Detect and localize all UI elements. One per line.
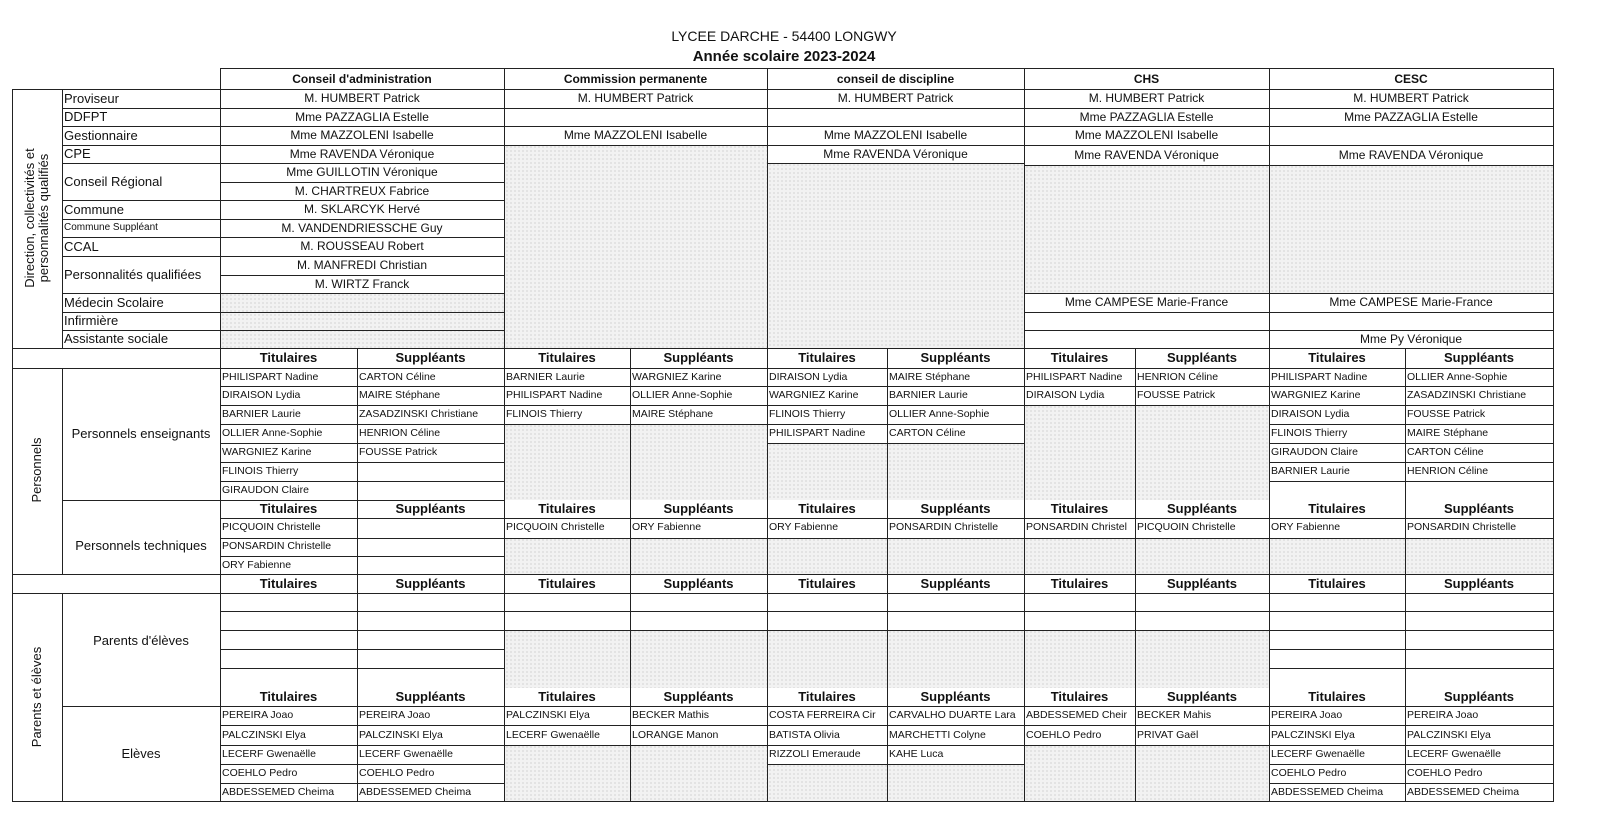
suppleant-name: CARTON Céline <box>1407 446 1484 458</box>
titulaire-name: PHILISPART Nadine <box>222 371 319 383</box>
role-label: Médecin Scolaire <box>64 295 164 310</box>
member-name: Mme MAZZOLENI Isabelle <box>563 128 708 142</box>
member-name: M. WIRTZ Franck <box>314 277 410 291</box>
titulaire-name: FLINOIS Thierry <box>1271 427 1348 439</box>
suppleant-name: FOUSSE Patrick <box>359 446 438 458</box>
row-divider <box>504 424 768 425</box>
suppleant-name: FOUSSE Patrick <box>1407 408 1486 420</box>
suppleant-name: COEHLO Pedro <box>1407 767 1483 779</box>
shaded-empty-cell <box>1025 630 1269 688</box>
suppleant-name: LECERF Gwenaëlle <box>359 748 453 760</box>
document-title: LYCEE DARCHE - 54400 LONGWY <box>671 28 897 44</box>
shaded-empty-cell <box>1025 538 1269 574</box>
shaded-empty-cell <box>768 538 1024 574</box>
section-label-direction: Direction, collectivités et personnalités qualifiés <box>22 148 51 288</box>
suppleant-name: ABDESSEMED Cheima <box>359 786 472 798</box>
row-divider <box>504 630 768 631</box>
shaded-empty-cell <box>505 630 767 688</box>
row-divider <box>220 481 505 482</box>
titulaire-name: PHILISPART Nadine <box>769 427 866 439</box>
role-label: DDFPT <box>64 109 108 124</box>
titulaires-header: Titulaires <box>1050 689 1109 704</box>
titulaires-header: Titulaires <box>1050 501 1109 516</box>
suppleants-header: Suppléants <box>395 501 466 516</box>
member-name: M. MANFREDI Christian <box>296 258 427 272</box>
row-divider <box>1024 330 1270 331</box>
role-label: CPE <box>64 146 91 161</box>
shaded-empty-cell <box>505 424 767 500</box>
titulaire-name: DIRAISON Lydia <box>1271 408 1350 420</box>
titulaires-header: Titulaires <box>259 501 318 516</box>
row-divider <box>12 801 1554 802</box>
titulaire-name: COSTA FERREIRA Cir <box>769 709 876 721</box>
suppleants-header: Suppléants <box>395 689 466 704</box>
suppleant-name: PRIVAT Gaël <box>1137 729 1199 741</box>
suppleant-name: ABDESSEMED Cheima <box>1407 786 1520 798</box>
suppleants-header: Suppléants <box>395 350 466 365</box>
suppleant-name: MAIRE Stéphane <box>1407 427 1489 439</box>
titulaire-name: BARNIER Laurie <box>1271 465 1350 477</box>
column-header: CHS <box>1133 72 1160 86</box>
shaded-empty-cell <box>221 293 504 348</box>
titulaires-header: Titulaires <box>259 689 318 704</box>
suppleant-name: BECKER Mahis <box>1137 709 1212 721</box>
titulaires-header: Titulaires <box>259 350 318 365</box>
row-divider <box>1269 481 1554 482</box>
suppleant-name: MAIRE Stéphane <box>632 408 714 420</box>
role-label: Conseil Régional <box>64 174 163 189</box>
row-divider <box>1024 312 1270 313</box>
titulaires-header: Titulaires <box>1308 501 1366 516</box>
row-divider <box>12 574 1554 575</box>
suppleant-name: CARVALHO DUARTE Lara <box>889 709 1016 721</box>
titulaires-header: Titulaires <box>798 689 856 704</box>
row-divider <box>220 500 505 501</box>
suppleants-header: Suppléants <box>920 689 991 704</box>
row-divider <box>220 649 505 650</box>
titulaire-name: PHILISPART Nadine <box>506 389 603 401</box>
member-name: Mme MAZZOLENI Isabelle <box>823 128 968 142</box>
column-header: CESC <box>1394 72 1428 86</box>
row-divider <box>767 163 1025 164</box>
row-divider <box>220 330 505 331</box>
row-divider <box>220 405 505 406</box>
member-name: Mme CAMPESE Marie-France <box>1329 295 1493 309</box>
column-divider <box>1553 68 1554 802</box>
member-name: Mme MAZZOLENI Isabelle <box>1074 128 1219 142</box>
role-label: Proviseur <box>64 91 119 106</box>
titulaire-name: WARGNIEZ Karine <box>222 446 312 458</box>
titulaire-name: COEHLO Pedro <box>1271 767 1347 779</box>
suppleant-name: MAIRE Stéphane <box>889 371 971 383</box>
row-divider <box>220 611 505 612</box>
suppleant-name: MAIRE Stéphane <box>359 389 441 401</box>
row-divider <box>220 424 505 425</box>
suppleants-header: Suppléants <box>1443 501 1515 516</box>
titulaires-header: Titulaires <box>538 689 596 704</box>
titulaire-name: RIZZOLI Emeraude <box>769 748 861 760</box>
titulaires-header: Titulaires <box>538 576 596 591</box>
suppleants-header: Suppléants <box>663 576 734 591</box>
row-divider <box>1024 165 1270 166</box>
column-divider <box>357 348 358 802</box>
member-name: Mme PAZZAGLIA Estelle <box>295 110 429 124</box>
shaded-empty-cell <box>505 538 767 574</box>
column-header: Commission permanente <box>563 72 708 86</box>
row-divider <box>767 611 1025 612</box>
suppleants-header: Suppléants <box>395 576 466 591</box>
shaded-empty-cell <box>1025 745 1269 801</box>
row-divider <box>220 386 505 387</box>
row-divider <box>767 538 1025 539</box>
row-divider <box>1269 630 1554 631</box>
titulaire-name: ABDESSEMED Cheima <box>1271 786 1384 798</box>
titulaire-name: FLINOIS Thierry <box>222 465 299 477</box>
group-label-parents: Parents d'élèves <box>93 633 189 648</box>
row-divider <box>767 630 1025 631</box>
titulaire-name: PALCZINSKI Elya <box>506 709 590 721</box>
member-name: M. CHARTREUX Fabrice <box>294 184 430 198</box>
member-name: Mme MAZZOLENI Isabelle <box>290 128 434 142</box>
suppleant-name: PONSARDIN Christelle <box>889 521 999 533</box>
column-divider <box>62 89 63 349</box>
titulaire-name: PALCZINSKI Elya <box>222 729 306 741</box>
role-label: Commune Suppléant <box>64 222 158 233</box>
titulaires-header: Titulaires <box>1308 350 1366 365</box>
titulaire-name: BARNIER Laurie <box>506 371 585 383</box>
group-label-techniques: Personnels techniques <box>75 538 207 553</box>
titulaire-name: PICQUOIN Christelle <box>222 521 321 533</box>
suppleants-header: Suppléants <box>663 350 734 365</box>
shaded-empty-cell <box>768 163 1024 348</box>
member-name: Mme RAVENDA Véronique <box>823 147 968 161</box>
shaded-empty-cell <box>505 745 767 801</box>
row-divider <box>1269 165 1554 166</box>
member-name: M. HUMBERT Patrick <box>304 91 420 105</box>
suppleant-name: ORY Fabienne <box>632 521 702 533</box>
role-label: Commune <box>64 202 124 217</box>
group-label-enseignants: Personnels enseignants <box>71 426 211 441</box>
member-name: Mme GUILLOTIN Véronique <box>286 165 438 179</box>
column-divider <box>1405 348 1406 802</box>
suppleant-name: BARNIER Laurie <box>889 389 968 401</box>
column-divider <box>12 89 13 802</box>
shaded-empty-cell <box>768 764 1024 801</box>
suppleant-name: PEREIRA Joao <box>359 709 431 721</box>
role-label: CCAL <box>64 239 99 254</box>
titulaires-header: Titulaires <box>798 576 856 591</box>
titulaire-name: LECERF Gwenaëlle <box>506 729 600 741</box>
suppleant-name: HENRION Céline <box>1407 465 1489 477</box>
row-divider <box>1269 126 1554 127</box>
titulaire-name: ORY Fabienne <box>769 521 839 533</box>
titulaire-name: FLINOIS Thierry <box>506 408 583 420</box>
suppleants-header: Suppléants <box>663 501 734 516</box>
suppleants-header: Suppléants <box>1443 576 1515 591</box>
member-name: Mme Py Véronique <box>1359 332 1463 346</box>
row-divider <box>1269 538 1554 539</box>
column-header: conseil de discipline <box>836 72 955 86</box>
member-name: Mme RAVENDA Véronique <box>1074 148 1219 162</box>
titulaires-header: Titulaires <box>1308 689 1366 704</box>
titulaire-name: PEREIRA Joao <box>222 709 294 721</box>
suppleant-name: PALCZINSKI Elya <box>1407 729 1491 741</box>
titulaire-name: PEREIRA Joao <box>1271 709 1343 721</box>
row-divider <box>1024 405 1270 406</box>
member-name: Mme RAVENDA Véronique <box>1338 148 1484 162</box>
member-name: M. HUMBERT Patrick <box>1088 91 1205 105</box>
suppleant-name: BECKER Mathis <box>632 709 710 721</box>
member-name: M. SKLARCYK Hervé <box>303 202 421 216</box>
suppleants-header: Suppléants <box>920 501 991 516</box>
row-divider <box>220 556 505 557</box>
titulaires-header: Titulaires <box>1050 576 1109 591</box>
titulaires-header: Titulaires <box>798 350 856 365</box>
suppleants-header: Suppléants <box>1443 689 1515 704</box>
row-divider <box>220 668 505 669</box>
section-label-personnels: Personnels <box>29 437 44 503</box>
shaded-empty-cell <box>768 630 1024 688</box>
suppleant-name: CARTON Céline <box>359 371 436 383</box>
row-divider <box>767 443 1025 444</box>
row-divider <box>504 611 768 612</box>
titulaire-name: PICQUOIN Christelle <box>506 521 605 533</box>
row-divider <box>1024 611 1270 612</box>
row-divider <box>12 593 1554 594</box>
suppleant-name: OLLIER Anne-Sophie <box>889 408 990 420</box>
titulaire-name: WARGNIEZ Karine <box>1271 389 1361 401</box>
row-divider <box>1024 630 1270 631</box>
member-name: M. HUMBERT Patrick <box>837 91 954 105</box>
suppleant-name: OLLIER Anne-Sophie <box>1407 371 1508 383</box>
column-header: Conseil d'administration <box>292 72 432 86</box>
titulaires-header: Titulaires <box>1050 350 1109 365</box>
suppleant-name: HENRION Céline <box>1137 371 1219 383</box>
suppleant-name: WARGNIEZ Karine <box>632 371 722 383</box>
suppleant-name: PEREIRA Joao <box>1407 709 1479 721</box>
titulaire-name: ABDESSEMED Cheir <box>1026 709 1127 721</box>
member-name: M. ROUSSEAU Robert <box>300 239 424 253</box>
shaded-empty-cell <box>768 443 1024 500</box>
titulaire-name: ORY Fabienne <box>222 559 292 571</box>
row-divider <box>504 108 768 109</box>
role-label: Gestionnaire <box>64 128 138 143</box>
suppleant-name: PONSARDIN Christelle <box>1407 521 1517 533</box>
row-divider <box>62 500 221 501</box>
suppleants-header: Suppléants <box>920 350 991 365</box>
titulaire-name: PONSARDIN Christelle <box>222 540 332 552</box>
row-divider <box>1024 745 1270 746</box>
school-year: Année scolaire 2023-2024 <box>692 48 876 65</box>
suppleants-header: Suppléants <box>1443 350 1515 365</box>
column-divider <box>1135 348 1136 802</box>
shaded-empty-cell <box>1025 405 1269 500</box>
suppleant-name: LECERF Gwenaëlle <box>1407 748 1501 760</box>
member-name: Mme RAVENDA Véronique <box>289 147 435 161</box>
suppleant-name: LORANGE Manon <box>632 729 719 741</box>
member-name: M. HUMBERT Patrick <box>577 91 694 105</box>
row-divider <box>504 145 768 146</box>
row-divider <box>220 68 1554 69</box>
shaded-empty-cell <box>1025 165 1269 293</box>
row-divider <box>1024 538 1270 539</box>
section-label-parents-eleves: Parents et élèves <box>29 646 44 748</box>
titulaire-name: PALCZINSKI Elya <box>1271 729 1355 741</box>
titulaire-name: DIRAISON Lydia <box>222 389 301 401</box>
suppleant-name: ZASADZINSKI Christiane <box>1407 389 1527 401</box>
suppleant-name: PICQUOIN Christelle <box>1137 521 1236 533</box>
suppleant-name: CARTON Céline <box>889 427 966 439</box>
member-name: Mme PAZZAGLIA Estelle <box>1079 110 1214 124</box>
column-divider <box>887 348 888 802</box>
titulaire-name: COEHLO Pedro <box>222 767 298 779</box>
titulaire-name: FLINOIS Thierry <box>769 408 846 420</box>
suppleant-name: OLLIER Anne-Sophie <box>632 389 733 401</box>
shaded-empty-cell <box>1270 538 1553 574</box>
titulaire-name: BATISTA Olivia <box>769 729 840 741</box>
titulaire-name: COEHLO Pedro <box>1026 729 1102 741</box>
row-divider <box>220 443 505 444</box>
member-name: M. VANDENDRIESSCHE Guy <box>281 221 443 235</box>
row-divider <box>220 630 505 631</box>
group-label-eleves: Elèves <box>121 746 161 761</box>
titulaire-name: BARNIER Laurie <box>222 408 301 420</box>
suppleants-header: Suppléants <box>1166 501 1238 516</box>
titulaire-name: ORY Fabienne <box>1271 521 1341 533</box>
suppleants-header: Suppléants <box>1166 689 1238 704</box>
shaded-empty-cell <box>1270 165 1553 293</box>
titulaire-name: GIRAUDON Claire <box>222 484 309 496</box>
titulaires-header: Titulaires <box>1308 576 1366 591</box>
suppleant-name: FOUSSE Patrick <box>1137 389 1216 401</box>
row-divider <box>1269 668 1554 669</box>
row-divider <box>767 108 1025 109</box>
role-label: Infirmière <box>64 313 119 328</box>
row-divider <box>767 764 1025 765</box>
suppleant-name: KAHE Luca <box>889 748 944 760</box>
suppleant-name: ZASADZINSKI Christiane <box>359 408 479 420</box>
titulaire-name: GIRAUDON Claire <box>1271 446 1358 458</box>
row-divider <box>504 538 768 539</box>
titulaire-name: DIRAISON Lydia <box>769 371 848 383</box>
row-divider <box>220 312 505 313</box>
titulaire-name: PONSARDIN Christel <box>1026 521 1127 533</box>
titulaire-name: WARGNIEZ Karine <box>769 389 859 401</box>
titulaires-header: Titulaires <box>259 576 318 591</box>
titulaire-name: LECERF Gwenaëlle <box>222 748 316 760</box>
suppleant-name: PALCZINSKI Elya <box>359 729 443 741</box>
suppleants-header: Suppléants <box>1166 576 1238 591</box>
member-name: M. HUMBERT Patrick <box>1353 91 1469 105</box>
suppleant-name: COEHLO Pedro <box>359 767 435 779</box>
titulaire-name: OLLIER Anne-Sophie <box>222 427 323 439</box>
row-divider <box>1269 611 1554 612</box>
row-divider <box>504 745 768 746</box>
suppleant-name: MARCHETTI Colyne <box>889 729 986 741</box>
titulaire-name: LECERF Gwenaëlle <box>1271 748 1365 760</box>
row-divider <box>1269 649 1554 650</box>
role-label: Personnalités qualifiées <box>64 267 202 282</box>
titulaire-name: PHILISPART Nadine <box>1271 371 1368 383</box>
suppleants-header: Suppléants <box>1166 350 1238 365</box>
titulaire-name: PHILISPART Nadine <box>1026 371 1123 383</box>
titulaires-header: Titulaires <box>538 501 596 516</box>
titulaires-header: Titulaires <box>538 350 596 365</box>
suppleant-name: HENRION Céline <box>359 427 441 439</box>
column-divider <box>630 348 631 802</box>
titulaire-name: ABDESSEMED Cheima <box>222 786 335 798</box>
suppleants-header: Suppléants <box>663 689 734 704</box>
member-name: Mme PAZZAGLIA Estelle <box>1344 110 1478 124</box>
row-divider <box>220 293 505 294</box>
row-divider <box>1269 312 1554 313</box>
shaded-empty-cell <box>505 145 767 348</box>
titulaire-name: DIRAISON Lydia <box>1026 389 1105 401</box>
member-name: Mme CAMPESE Marie-France <box>1064 295 1229 309</box>
row-divider <box>220 462 505 463</box>
suppleants-header: Suppléants <box>920 576 991 591</box>
titulaires-header: Titulaires <box>798 501 856 516</box>
role-label: Assistante sociale <box>64 331 169 346</box>
